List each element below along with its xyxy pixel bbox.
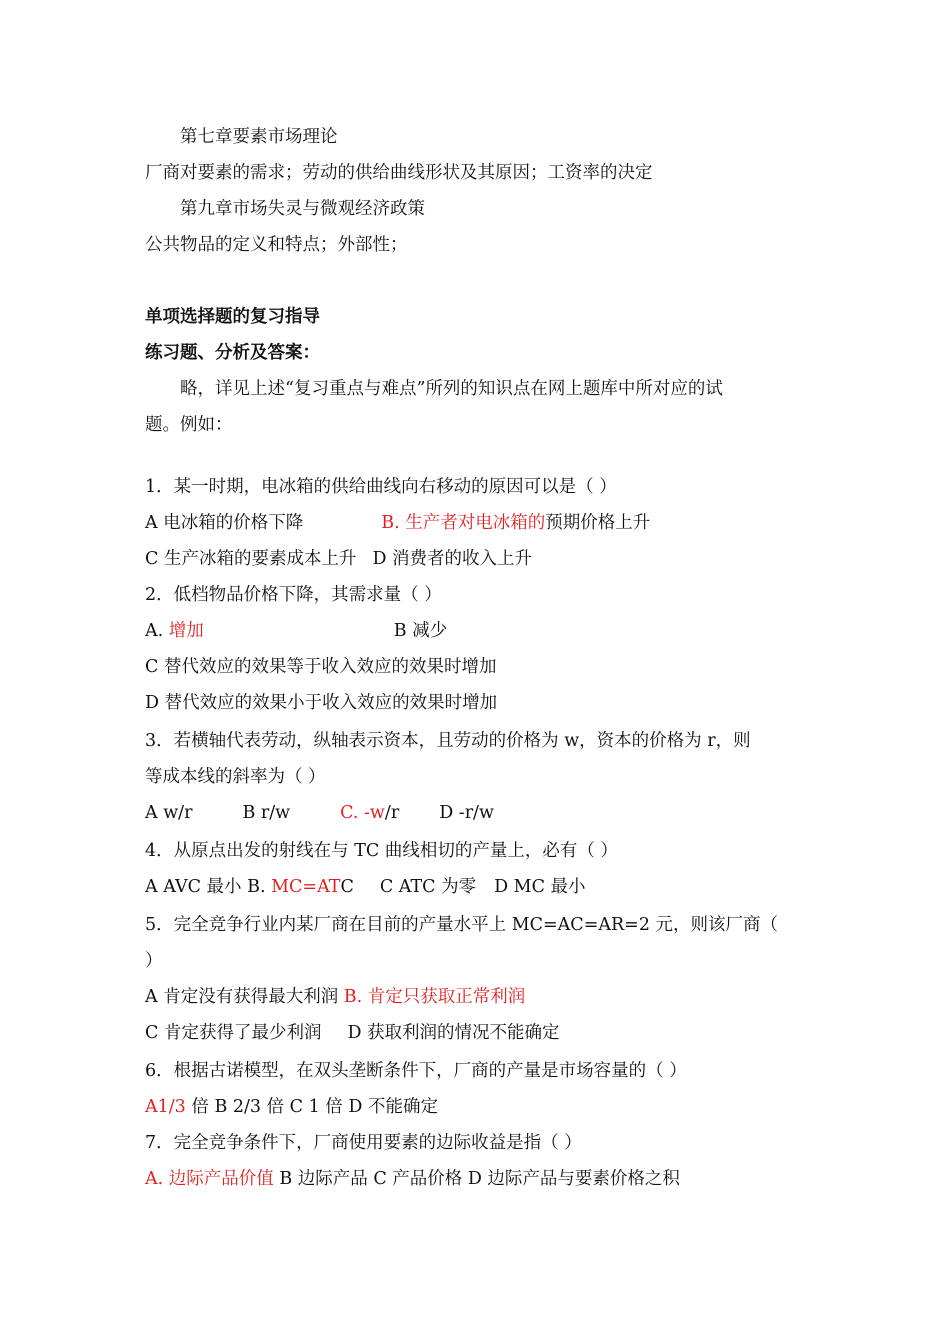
q3-options: [145, 802, 494, 824]
q3-stem-line1: 3．若横轴代表劳动，纵轴表示资本，且劳动的价格为 w，资本的价格为 r，则: [145, 731, 751, 751]
q1-options-cd: [145, 548, 532, 570]
q1-options-ab: [145, 512, 650, 534]
q3-option-a: A w/r: [145, 803, 193, 823]
q1-option-a: A 电冰箱的价格下降: [145, 513, 304, 533]
q3-stem-line2: 等成本线的斜率为（ ）: [145, 767, 326, 787]
guide-subheading: 练习题、分析及答案：: [145, 343, 320, 363]
q5-options-cd: [145, 1022, 560, 1044]
q1-option-b-answer: B. 生产者对电冰箱的: [381, 513, 546, 533]
q1-option-b-rest: 预期价格上升: [545, 513, 651, 533]
q4-option-b-rest: C: [340, 877, 354, 897]
chapter7-title: 第七章要素市场理论: [180, 127, 338, 147]
guide-heading: 单项选择题的复习指导: [145, 307, 320, 327]
q7-option-a-answer: A. 边际产品价值: [145, 1169, 274, 1189]
q5-option-b-answer: B. 肯定只获取正常利润: [343, 987, 526, 1007]
q3-option-c-rest: /r: [384, 803, 400, 823]
q6-options: [145, 1096, 438, 1118]
guide-intro-line2: 题。例如：: [145, 415, 233, 435]
q7-options: [145, 1168, 680, 1190]
q5-stem-line2: ）: [145, 951, 163, 971]
q2-option-a-answer: 增加: [163, 621, 204, 641]
q4-stem: 4．从原点出发的射线在与 TC 曲线相切的产量上，必有（ ）: [145, 841, 618, 861]
q3-option-d: D -r/w: [439, 803, 494, 823]
q2-option-c: C 替代效应的效果等于收入效应的效果时增加: [145, 657, 497, 677]
guide-intro-line1: 略，详见上述“复习重点与难点”所列的知识点在网上题库中所对应的试: [180, 379, 723, 399]
q1-option-d: D 消费者的收入上升: [372, 549, 533, 569]
q6-options-rest: 倍 B 2/3 倍 C 1 倍 D 不能确定: [185, 1097, 438, 1117]
q6-option-a-answer: A1/3: [145, 1097, 186, 1117]
q2-option-b: B 减少: [393, 621, 448, 641]
chapter7-topics: 厂商对要素的需求；劳动的供给曲线形状及其原因；工资率的决定: [145, 163, 653, 183]
q7-options-rest: B 边际产品 C 产品价格 D 边际产品与要素价格之积: [273, 1169, 680, 1189]
q2-options-ab: [145, 620, 447, 642]
q4-option-b-answer: MC=AT: [271, 877, 341, 897]
q4-option-a: A AVC 最小 B.: [145, 877, 272, 897]
q4-options: [145, 876, 586, 898]
q4-option-c: C ATC 为零: [379, 877, 477, 897]
q1-stem: 1．某一时期，电冰箱的供给曲线向右移动的原因可以是（ ）: [145, 477, 617, 497]
q4-option-d: D MC 最小: [494, 877, 586, 897]
q2-stem: 2．低档物品价格下降，其需求量（ ）: [145, 585, 442, 605]
q5-options-ab: [145, 986, 525, 1008]
q3-option-c-answer: C. -w: [340, 803, 385, 823]
q2-option-d: D 替代效应的效果小于收入效应的效果时增加: [145, 693, 498, 713]
q5-option-d: D 获取利润的情况不能确定: [347, 1023, 560, 1043]
q3-option-b: B r/w: [242, 803, 291, 823]
chapter9-title: 第九章市场失灵与微观经济政策: [180, 199, 425, 219]
q5-option-a: A 肯定没有获得最大利润: [145, 987, 344, 1007]
q1-option-c: C 生产冰箱的要素成本上升: [145, 549, 357, 569]
q6-stem: 6．根据古诺模型，在双头垄断条件下，厂商的产量是市场容量的（ ）: [145, 1061, 687, 1081]
q5-stem-line1: 5．完全竞争行业内某厂商在目前的产量水平上 MC=AC=AR=2 元，则该厂商（: [145, 915, 779, 935]
chapter9-topics: 公共物品的定义和特点；外部性；: [145, 235, 408, 255]
q5-option-c: C 肯定获得了最少利润: [145, 1023, 322, 1043]
q7-stem: 7．完全竞争条件下，厂商使用要素的边际收益是指（ ）: [145, 1133, 582, 1153]
q2-option-a-prefix: A.: [145, 621, 164, 641]
